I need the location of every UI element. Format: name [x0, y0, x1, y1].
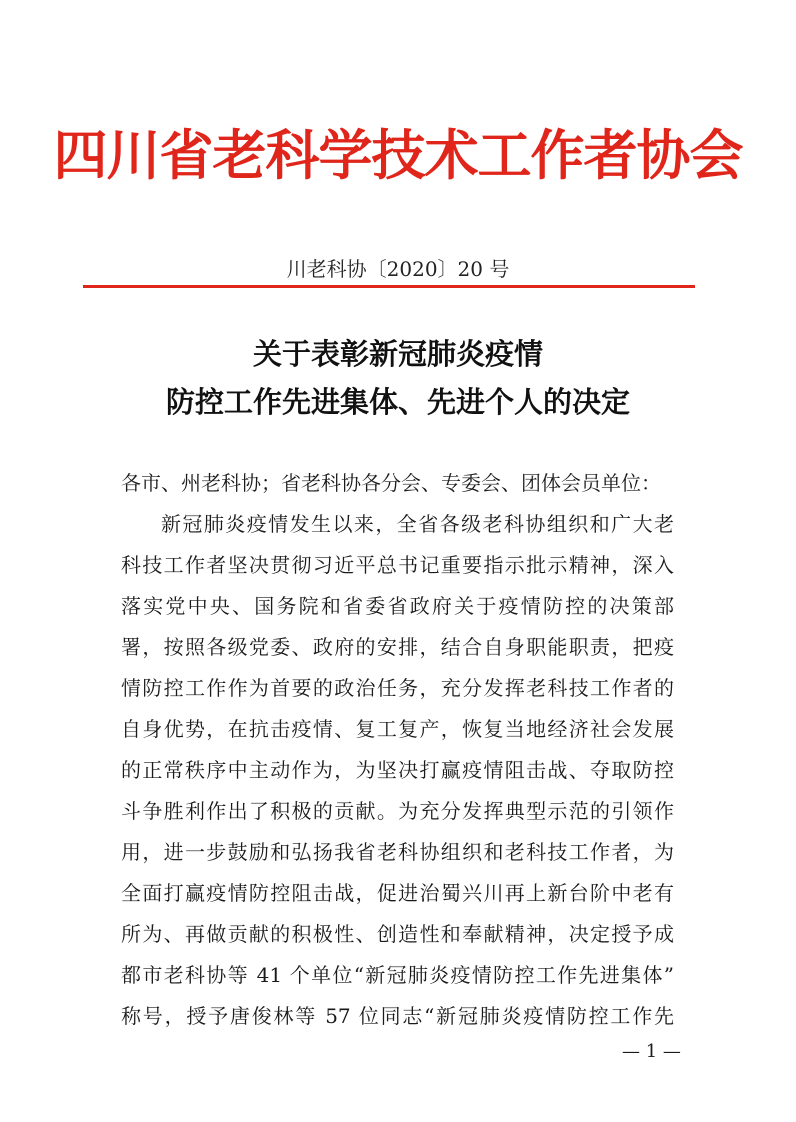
document-number: 川老科协〔2020〕20 号 — [286, 257, 510, 281]
body-line: 称号，授予唐俊林等 57 位同志“新冠肺炎疫情防控工作先 — [121, 1004, 674, 1028]
body-line: 署，按照各级党委、政府的安排，结合自身职能职责，把疫 — [121, 635, 674, 659]
organization-name-header: 四川省老科学技术工作者协会 — [53, 124, 743, 187]
body-line: 落实党中央、国务院和省委省政府关于疫情防控的决策部 — [121, 594, 674, 618]
body-line: 用，进一步鼓励和弘扬我省老科协组织和老科技工作者，为 — [121, 840, 674, 864]
body-line: 斗争胜利作出了积极的贡献。为充分发挥典型示范的引领作 — [121, 799, 674, 823]
document-title-line-1: 关于表彰新冠肺炎疫情 — [252, 337, 543, 371]
page-number: — 1 — — [622, 1041, 681, 1062]
body-line: 情防控工作作为首要的政治任务，充分发挥老科技工作者的 — [121, 676, 674, 700]
body-line: 所为、再做贡献的积极性、创造性和奉献精神，决定授予成 — [121, 922, 674, 946]
salutation: 各市、州老科协；省老科协各分会、专委会、团体会员单位： — [121, 471, 661, 495]
body-line: 新冠肺炎疫情发生以来，全省各级老科协组织和广大老 — [161, 512, 674, 536]
body-line: 全面打赢疫情防控阻击战，促进治蜀兴川再上新台阶中老有 — [121, 881, 674, 905]
body-line: 自身优势，在抗击疫情、复工复产，恢复当地经济社会发展 — [121, 717, 674, 741]
red-divider-line — [83, 285, 695, 288]
body-line: 的正常秩序中主动作为，为坚决打赢疫情阻击战、夺取防控 — [121, 758, 674, 782]
body-line: 科技工作者坚决贯彻习近平总书记重要指示批示精神，深入 — [121, 553, 674, 577]
body-line: 都市老科协等 41 个单位“新冠肺炎疫情防控工作先进集体” — [121, 963, 674, 987]
document-title-line-2: 防控工作先进集体、先进个人的决定 — [165, 385, 630, 419]
